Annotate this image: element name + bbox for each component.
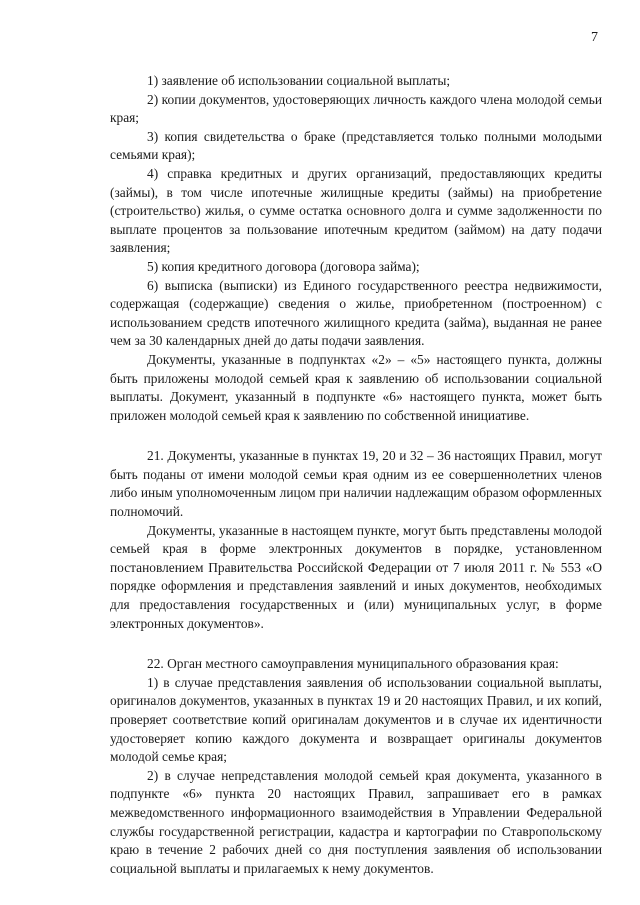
document-body xyxy=(110,72,602,878)
page-number: 7 xyxy=(591,30,598,45)
documents-attachment-note: Документы, указанные в подпунктах «2» – «5» настоящего пункта, должны быть приложены молодой семьей края к заявлению об использовании социальной выплаты. Документ, указанный в подпункте «6» настоящего пункта, может быть приложен молодой семьей края к заявлению по собственной инициативе. xyxy=(110,351,602,423)
list-item-1: 1) заявление об использовании социальной выплаты; xyxy=(147,73,451,88)
paragraph-22-item-1: 1) в случае представления заявления об использовании социальной выплаты, оригиналов документов, указанных в пунктах 19 и 20 настоящих Правил, и их копий, проверяет соответствие копий оригиналам документов и в случае их идентичности удостоверяет копию каждого документа и возвращает оригиналы документов молодой семье края; xyxy=(110,674,602,765)
paragraph-22-item-2: 2) в случае непредставления молодой семьей края документа, указанного в подпункте «6» пункта 20 настоящих Правил, запрашивает его в рамках межведомственного информационного взаимодействия в Управлении Федеральной службы государственной регистрации, кадастра и картографии по Ставропольскому краю в течение 2 рабочих дней со дня поступления заявления об использовании социальной выплаты и прилагаемых к нему документов. xyxy=(110,767,602,876)
paragraph-21: 21. Документы, указанные в пунктах 19, 20 и 32 – 36 настоящих Правил, могут быть поданы от имени молодой семьи края одним из ее совершеннолетних членов либо иным уполномоченным лицом при наличии надлежащим образом оформленных полномочий. xyxy=(110,448,602,520)
list-item-6: 6) выписка (выписки) из Единого государственного реестра недвижимости, содержащая (содержащие) сведения о жилье, приобретенном (построенном) с использованием средств ипотечного жилищного кредита (займа), выданная не ранее чем за 30 календарных дней до даты подачи заявления. xyxy=(110,277,602,349)
paragraph-21-electronic-documents: Документы, указанные в настоящем пункте, могут быть представлены молодой семьей края в форме электронных документов в порядке, установленном постановлением Правительства Российской Федерации от 7 июля 2011 г. № 553 «О порядке оформления и представления заявлений и иных документов, необходимых для предоставления государственных и (или) муниципальных услуг, в форме электронных документов». xyxy=(110,522,602,631)
list-item-4: 4) справка кредитных и других организаций, предоставляющих кредиты (займы), в том числе ипотечные жилищные кредиты (займы) на приобретение (строительство) жилья, о сумме остатка основного долга и сумме задолженности по выплате процентов за пользование ипотечным кредитом (займом) на дату подачи заявления; xyxy=(110,165,602,256)
list-item-3: 3) копия свидетельства о браке (представляется только полными молодыми семьями края); xyxy=(110,128,602,163)
paragraph-22-heading: 22. Орган местного самоуправления муниципального образования края: xyxy=(147,656,559,672)
list-item-2: 2) копии документов, удостоверяющих личность каждого члена молодой семьи края; xyxy=(110,91,602,126)
list-item-5: 5) копия кредитного договора (договора займа); xyxy=(147,258,420,274)
